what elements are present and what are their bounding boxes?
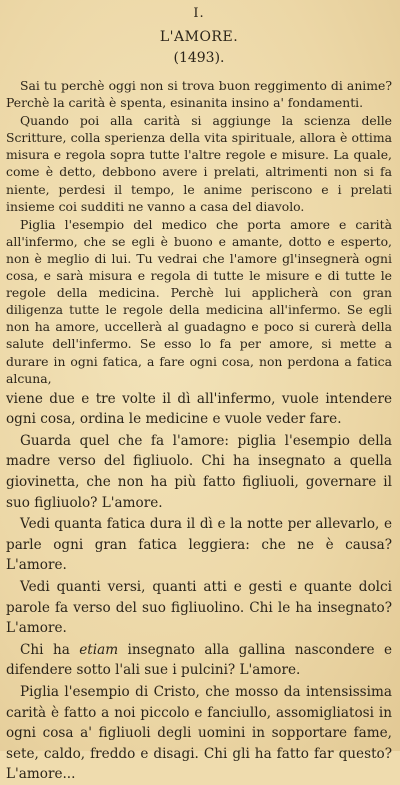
paragraph: Piglia l'esempio del medico che porta amore e carità all'infermo, che se egli è buono e amante, dotto e esperto, non è meglio di lui. Tu vedrai che l'amore gl'insegnerà ogni cosa, e sarà misura e regola di tutte le misure e di tutte le regole della medicina. Perchè lui applicherà con gran diligenza tutte le regole della medicina all'infermo. Se egli non ha amore, uccellerà al guadagno e poco si curerà della salute dell'infermo. Se esso lo fa per amore, si mette a durare in ogni fatica, a fare ogni cosa, non perdona a fatica alcuna, <box>6 216 392 386</box>
paragraph-text: Chi ha <box>20 641 80 658</box>
chapter-numeral: I. <box>193 6 205 21</box>
paragraph-text: insegnato alla gallina nascondere e difendere sotto l'ali sue i pulcini? L'amore. <box>6 641 392 679</box>
paragraph: Guarda quel che fa l'amore: piglia l'esempio della madre verso del figliuolo. Chi ha insegnato a quella giovinetta, che non ha più fatto figliuoli, governare il suo figliuolo? L'amore. <box>6 432 392 511</box>
paragraph <box>6 640 392 681</box>
paragraph: Quando poi alla carità si aggiunge la scienza delle Scritture, colla sperienza della vita spirituale, allora è ottima misura e regola sopra tutte l'altre regole e misure. La quale, come è detto, debbono avere i prelati, altrimenti non si fa niente, perdesi il tempo, le anime periscono e i prelati insieme coi sudditi ne vanno a casa del diavolo. <box>6 113 392 214</box>
italic-word: etiam <box>79 641 119 658</box>
page-content <box>6 0 392 785</box>
chapter-title: L'AMORE. <box>159 29 239 45</box>
chapter-date: (1493). <box>173 50 225 66</box>
paragraph: Sai tu perchè oggi non si trova buon reggimento di anime? Perchè la carità è spenta, esinanita insino a' fondamenti. <box>6 78 392 111</box>
paragraph: Vedi quanta fatica dura il dì e la notte per allevarlo, e parle ogni gran fatica leggiera: che ne è causa? L'amore. <box>6 516 392 574</box>
lower-text-block <box>6 389 392 785</box>
paragraph-continuation: viene due e tre volte il dì all'infermo, vuole intendere ogni cosa, ordina le medicine e vuole veder fare. <box>6 390 392 428</box>
paragraph: Vedi quanti versi, quanti atti e gesti e quante dolci parole fa verso del suo figliuolino. Chi le ha insegnato? L'amore. <box>6 579 392 637</box>
paragraph: Piglia l'esempio di Cristo, che mosso da intensissima carità è fatto a noi piccolo e fanciullo, assomigliatosi in ogni cosa a' figliuoli degli uomini in sopportare fame, sete, caldo, freddo e disagi. Chi gli ha fatto far questo? L'amore... <box>6 684 392 783</box>
